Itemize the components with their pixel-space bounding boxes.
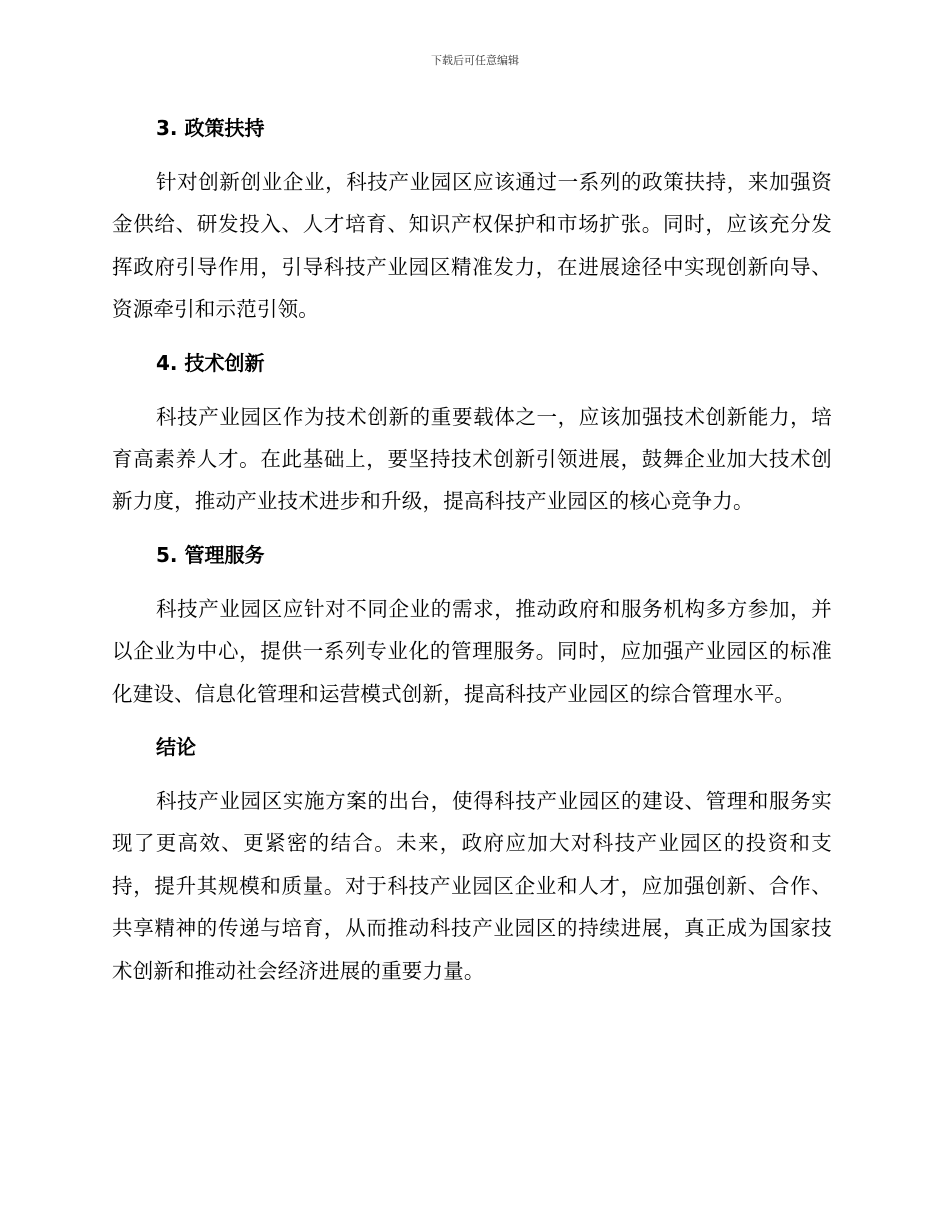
- section-heading-policy-support: 3. 政策扶持: [156, 116, 265, 140]
- section-paragraph-policy-support: 针对创新创业企业，科技产业园区应该通过一系列的政策扶持，来加强资金供给、研发投入、人才培育、知识产权保护和市场扩张。同时，应该充分发挥政府引导作用，引导科技产业园区精准发力，在进展途径中实现创新向导、资源牵引和示范引领。: [112, 170, 832, 322]
- document-body: [112, 108, 832, 992]
- section-heading-conclusion: 结论: [156, 735, 196, 760]
- section-paragraph-tech-innovation: 科技产业园区作为技术创新的重要载体之一，应该加强技术创新能力，培育高素养人才。在此基础上，要坚持技术创新引领进展，鼓舞企业加大技术创新力度，推动产业技术进步和升级，提高科技产业园区的核心竞争力。: [112, 404, 832, 514]
- section-paragraph-management-service: 科技产业园区应针对不同企业的需求，推动政府和服务机构多方参加，并以企业为中心，提供一系列专业化的管理服务。同时，应加强产业园区的标准化建设、信息化管理和运营模式创新，提高科技产业园区的综合管理水平。: [112, 596, 832, 706]
- section-heading-tech-innovation: 4. 技术创新: [156, 350, 265, 375]
- page-header: 下载后可任意编辑: [431, 54, 519, 67]
- section-heading-management-service: 5. 管理服务: [156, 542, 265, 567]
- section-paragraph-conclusion: 科技产业园区实施方案的出台，使得科技产业园区的建设、管理和服务实现了更高效、更紧密的结合。未来，政府应加大对科技产业园区的投资和支持，提升其规模和质量。对于科技产业园区企业和人才，应加强创新、合作、共享精神的传递与培育，从而推动科技产业园区的持续进展，真正成为国家技术创新和推动社会经济进展的重要力量。: [112, 789, 832, 983]
